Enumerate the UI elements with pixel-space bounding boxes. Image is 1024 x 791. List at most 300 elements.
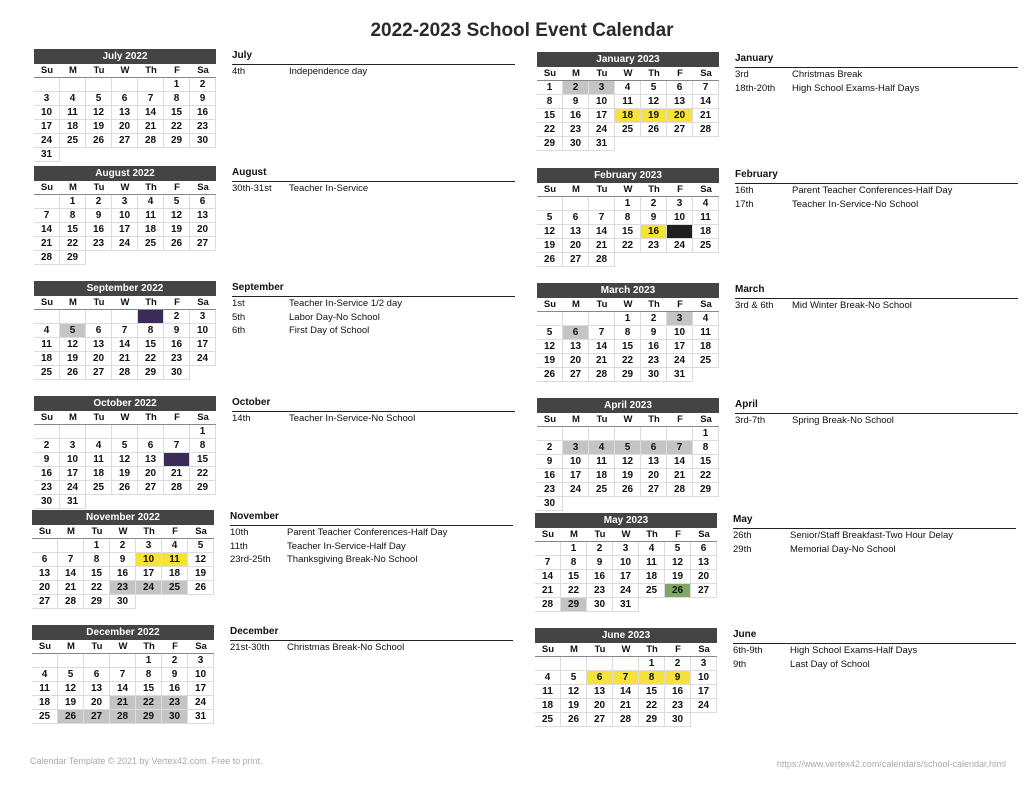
- weekday-header: Su: [537, 183, 563, 197]
- events-month-title: May: [733, 513, 1016, 529]
- day-cell: 17: [563, 469, 589, 483]
- day-cell: 7: [110, 668, 136, 682]
- day-cell: 27: [138, 481, 164, 495]
- empty-day-cell: [60, 78, 86, 92]
- event-date: 6th-9th: [733, 645, 763, 656]
- day-cell: 21: [164, 467, 190, 481]
- day-cell: 4: [589, 441, 615, 455]
- day-cell: 7: [138, 92, 164, 106]
- day-cell: 27: [86, 366, 112, 380]
- day-cell: 19: [641, 109, 667, 123]
- day-cell: 2: [665, 657, 691, 671]
- day-cell: 22: [60, 237, 86, 251]
- day-cell: 9: [34, 453, 60, 467]
- day-cell: 4: [693, 197, 719, 211]
- day-cell: 24: [691, 699, 717, 713]
- weekday-header: M: [561, 528, 587, 542]
- day-cell: 6: [86, 324, 112, 338]
- day-cell: 24: [589, 123, 615, 137]
- day-grid: [537, 67, 719, 151]
- weekday-header: Th: [641, 67, 667, 81]
- day-cell: 25: [86, 481, 112, 495]
- weekday-header: Sa: [188, 640, 214, 654]
- weekday-header: Su: [535, 528, 561, 542]
- events-month-title: November: [230, 510, 513, 526]
- day-cell: 12: [665, 556, 691, 570]
- events-list: [735, 398, 1018, 428]
- weekday-header: F: [162, 525, 188, 539]
- event-row: [733, 644, 1016, 658]
- month-header: December 2022: [32, 625, 214, 640]
- event-row: [733, 529, 1016, 543]
- day-cell: 1: [615, 312, 641, 326]
- events-month-title: August: [232, 166, 515, 182]
- day-cell: 10: [136, 553, 162, 567]
- day-cell: 9: [537, 455, 563, 469]
- day-cell: 18: [589, 469, 615, 483]
- day-cell: 24: [112, 237, 138, 251]
- events-list: [735, 52, 1018, 95]
- events-month-title: December: [230, 625, 513, 641]
- day-cell: 24: [613, 584, 639, 598]
- event-row: [735, 82, 1018, 96]
- day-cell: 23: [641, 354, 667, 368]
- day-cell: 9: [162, 668, 188, 682]
- weekday-header: Th: [641, 298, 667, 312]
- day-cell: 14: [589, 225, 615, 239]
- weekday-header: Th: [138, 64, 164, 78]
- day-cell: 17: [613, 570, 639, 584]
- event-row: [230, 641, 513, 655]
- empty-day-cell: [34, 425, 60, 439]
- day-cell: 16: [587, 570, 613, 584]
- day-cell: 3: [667, 197, 693, 211]
- day-cell: 17: [60, 467, 86, 481]
- day-cell: 10: [190, 324, 216, 338]
- day-cell: 27: [563, 253, 589, 267]
- day-cell: 20: [112, 120, 138, 134]
- day-cell: 27: [691, 584, 717, 598]
- day-cell: 6: [587, 671, 613, 685]
- day-cell: 18: [162, 567, 188, 581]
- day-cell: 26: [665, 584, 691, 598]
- day-cell: 5: [58, 668, 84, 682]
- weekday-header: W: [112, 64, 138, 78]
- empty-day-cell: [112, 310, 138, 324]
- weekday-header: Su: [34, 64, 60, 78]
- day-cell: 24: [190, 352, 216, 366]
- events-list: [733, 513, 1016, 556]
- event-description: Spring Break-No School: [792, 415, 894, 426]
- day-cell: 1: [84, 539, 110, 553]
- weekday-header: W: [615, 413, 641, 427]
- day-cell: 31: [667, 368, 693, 382]
- day-cell: 16: [162, 682, 188, 696]
- month-block: [34, 396, 514, 508]
- events-month-title: September: [232, 281, 515, 297]
- month-calendar: [537, 398, 719, 511]
- day-cell: 19: [537, 239, 563, 253]
- day-cell: 4: [639, 542, 665, 556]
- weekday-header: Tu: [86, 296, 112, 310]
- event-row: [230, 526, 513, 540]
- weekday-header: Tu: [86, 181, 112, 195]
- day-cell: 17: [188, 682, 214, 696]
- weekday-header: Sa: [693, 183, 719, 197]
- weekday-header: F: [665, 528, 691, 542]
- day-cell: 22: [136, 696, 162, 710]
- day-cell: 5: [561, 671, 587, 685]
- day-cell: 8: [561, 556, 587, 570]
- day-cell: 26: [537, 368, 563, 382]
- day-grid: [32, 640, 214, 724]
- day-cell: 20: [138, 467, 164, 481]
- day-cell: 5: [665, 542, 691, 556]
- day-cell: 3: [190, 310, 216, 324]
- day-cell: 2: [190, 78, 216, 92]
- day-cell: 22: [84, 581, 110, 595]
- day-cell: 28: [164, 481, 190, 495]
- month-calendar: [535, 513, 717, 612]
- day-cell: 22: [693, 469, 719, 483]
- day-cell: 31: [34, 148, 60, 162]
- weekday-header: Su: [537, 67, 563, 81]
- weekday-header: Th: [138, 181, 164, 195]
- day-cell: 19: [537, 354, 563, 368]
- day-cell: 1: [639, 657, 665, 671]
- weekday-header: W: [110, 640, 136, 654]
- weekday-header: W: [110, 525, 136, 539]
- empty-day-cell: [58, 654, 84, 668]
- day-cell: 2: [563, 81, 589, 95]
- day-cell: 27: [587, 713, 613, 727]
- day-cell: 11: [615, 95, 641, 109]
- events-list: [735, 168, 1018, 211]
- weekday-header: Sa: [188, 525, 214, 539]
- empty-day-cell: [615, 427, 641, 441]
- day-cell: 29: [136, 710, 162, 724]
- day-cell: 1: [561, 542, 587, 556]
- weekday-header: Su: [34, 181, 60, 195]
- day-cell: 10: [589, 95, 615, 109]
- day-cell: 5: [60, 324, 86, 338]
- month-calendar: [32, 625, 214, 724]
- day-cell: 6: [563, 211, 589, 225]
- month-header: April 2023: [537, 398, 719, 413]
- event-date: 29th: [733, 543, 752, 555]
- event-row: [735, 299, 1018, 313]
- day-cell: 29: [537, 137, 563, 151]
- day-cell: 11: [138, 209, 164, 223]
- day-cell: 27: [667, 123, 693, 137]
- weekday-header: F: [667, 298, 693, 312]
- event-description: Teacher In-Service 1/2 day: [289, 298, 403, 309]
- empty-day-cell: [112, 78, 138, 92]
- day-cell: 16: [641, 225, 667, 239]
- day-cell: 16: [641, 340, 667, 354]
- day-cell: 3: [34, 92, 60, 106]
- weekday-header: F: [665, 643, 691, 657]
- weekday-header: F: [164, 296, 190, 310]
- day-cell: 18: [693, 225, 719, 239]
- weekday-header: M: [60, 296, 86, 310]
- weekday-header: Th: [639, 528, 665, 542]
- day-cell: 5: [641, 81, 667, 95]
- day-cell: 19: [164, 223, 190, 237]
- day-cell: 25: [162, 581, 188, 595]
- day-cell: 12: [615, 455, 641, 469]
- day-cell: 13: [138, 453, 164, 467]
- day-cell: 23: [164, 352, 190, 366]
- weekday-header: Tu: [587, 643, 613, 657]
- weekday-header: Sa: [691, 528, 717, 542]
- day-cell: 25: [32, 710, 58, 724]
- day-cell: 9: [665, 671, 691, 685]
- month-block: [34, 49, 514, 161]
- day-cell: 13: [587, 685, 613, 699]
- day-cell: 26: [58, 710, 84, 724]
- event-description: Memorial Day-No School: [790, 543, 896, 555]
- empty-day-cell: [32, 654, 58, 668]
- day-cell: 4: [34, 324, 60, 338]
- day-cell: 20: [691, 570, 717, 584]
- weekday-header: F: [164, 181, 190, 195]
- day-cell: 22: [138, 352, 164, 366]
- day-cell: 16: [665, 685, 691, 699]
- weekday-header: Tu: [589, 298, 615, 312]
- day-cell: 19: [60, 352, 86, 366]
- empty-day-cell: [537, 197, 563, 211]
- day-cell: 12: [112, 453, 138, 467]
- event-date: 26th: [733, 530, 752, 541]
- event-date: 21st-30th: [230, 642, 270, 653]
- day-cell: 9: [110, 553, 136, 567]
- empty-day-cell: [164, 425, 190, 439]
- day-cell: 8: [136, 668, 162, 682]
- events-month-title: April: [735, 398, 1018, 414]
- event-description: Labor Day-No School: [289, 311, 380, 323]
- day-cell: 23: [34, 481, 60, 495]
- weekday-header: Su: [34, 411, 60, 425]
- day-cell: 12: [561, 685, 587, 699]
- day-cell: 18: [138, 223, 164, 237]
- day-cell: 16: [34, 467, 60, 481]
- weekday-header: Sa: [693, 413, 719, 427]
- day-cell: 29: [190, 481, 216, 495]
- day-cell: 23: [641, 239, 667, 253]
- day-cell: 28: [58, 595, 84, 609]
- weekday-header: Th: [138, 296, 164, 310]
- weekday-header: Tu: [84, 525, 110, 539]
- event-row: [733, 658, 1016, 672]
- day-cell: 12: [58, 682, 84, 696]
- day-cell: 30: [110, 595, 136, 609]
- day-cell: 6: [563, 326, 589, 340]
- day-cell: 20: [587, 699, 613, 713]
- day-cell: 15: [190, 453, 216, 467]
- day-cell: 15: [164, 106, 190, 120]
- day-grid: [32, 525, 214, 609]
- day-cell: 17: [136, 567, 162, 581]
- month-block: [32, 510, 512, 622]
- day-cell: 7: [112, 324, 138, 338]
- day-cell: 15: [693, 455, 719, 469]
- day-cell: 10: [563, 455, 589, 469]
- day-cell: 13: [563, 225, 589, 239]
- event-description: Mid Winter Break-No School: [792, 300, 912, 311]
- day-cell: 16: [563, 109, 589, 123]
- weekday-header: Sa: [190, 181, 216, 195]
- day-cell: 24: [60, 481, 86, 495]
- day-cell: 7: [58, 553, 84, 567]
- event-description: Senior/Staff Breakfast-Two Hour Delay: [790, 530, 953, 541]
- day-cell: 14: [535, 570, 561, 584]
- event-description: Teacher In-Service-No School: [289, 413, 416, 424]
- day-cell: 8: [693, 441, 719, 455]
- day-cell: 22: [615, 239, 641, 253]
- day-cell: 2: [537, 441, 563, 455]
- day-cell: 24: [34, 134, 60, 148]
- event-description: Last Day of School: [790, 658, 870, 670]
- month-calendar: [32, 510, 214, 609]
- empty-day-cell: [563, 197, 589, 211]
- day-cell: 4: [138, 195, 164, 209]
- day-cell: 1: [60, 195, 86, 209]
- weekday-header: F: [667, 413, 693, 427]
- page-title: 2022-2023 School Event Calendar: [370, 20, 674, 41]
- weekday-header: Th: [641, 413, 667, 427]
- empty-day-cell: [535, 542, 561, 556]
- weekday-header: F: [162, 640, 188, 654]
- events-month-title: January: [735, 52, 1018, 68]
- weekday-header: Tu: [84, 640, 110, 654]
- day-cell: 22: [164, 120, 190, 134]
- footer-url[interactable]: https://www.vertex42.com/calendars/school-calendar.html: [776, 759, 1006, 769]
- day-cell: 18: [32, 696, 58, 710]
- weekday-header: M: [58, 525, 84, 539]
- event-description: Teacher In-Service-Half Day: [287, 540, 406, 552]
- weekday-header: F: [667, 183, 693, 197]
- day-cell: 2: [164, 310, 190, 324]
- month-block: [34, 166, 514, 278]
- day-cell: 8: [639, 671, 665, 685]
- day-grid: [537, 183, 719, 267]
- weekday-header: Sa: [693, 298, 719, 312]
- weekday-header: Th: [138, 411, 164, 425]
- day-cell: 2: [110, 539, 136, 553]
- day-cell: 15: [615, 340, 641, 354]
- weekday-header: Th: [641, 183, 667, 197]
- day-cell: 30: [537, 497, 563, 511]
- day-cell: 16: [537, 469, 563, 483]
- day-cell: 4: [535, 671, 561, 685]
- weekday-header: Su: [537, 298, 563, 312]
- event-row: [232, 412, 515, 426]
- day-cell: 7: [613, 671, 639, 685]
- day-cell: 23: [537, 483, 563, 497]
- events-month-title: March: [735, 283, 1018, 299]
- day-cell: 19: [615, 469, 641, 483]
- events-list: [232, 396, 515, 426]
- day-cell: 18: [86, 467, 112, 481]
- day-cell: 17: [589, 109, 615, 123]
- day-cell: 20: [86, 352, 112, 366]
- day-cell: 7: [535, 556, 561, 570]
- day-cell: 7: [693, 81, 719, 95]
- day-grid: [537, 298, 719, 382]
- day-cell: 6: [138, 439, 164, 453]
- day-cell: 20: [563, 354, 589, 368]
- day-grid: [34, 411, 216, 509]
- day-cell: 4: [86, 439, 112, 453]
- weekday-header: M: [563, 298, 589, 312]
- day-cell: 22: [190, 467, 216, 481]
- weekday-header: Tu: [589, 413, 615, 427]
- day-cell: 7: [589, 326, 615, 340]
- empty-day-cell: [34, 78, 60, 92]
- day-cell: 19: [188, 567, 214, 581]
- day-cell: 1: [537, 81, 563, 95]
- empty-day-cell: [112, 425, 138, 439]
- event-date: 17th: [735, 198, 754, 210]
- day-cell: 22: [615, 354, 641, 368]
- day-cell: 21: [58, 581, 84, 595]
- events-month-title: July: [232, 49, 515, 65]
- events-list: [232, 281, 515, 338]
- day-cell: 26: [112, 481, 138, 495]
- day-cell: 10: [667, 326, 693, 340]
- weekday-header: F: [667, 67, 693, 81]
- day-cell: 2: [162, 654, 188, 668]
- empty-day-cell: [613, 657, 639, 671]
- day-cell: 9: [164, 324, 190, 338]
- events-month-title: October: [232, 396, 515, 412]
- day-cell: 15: [615, 225, 641, 239]
- weekday-header: W: [615, 298, 641, 312]
- day-cell: 12: [537, 340, 563, 354]
- day-cell: 19: [561, 699, 587, 713]
- day-cell: 28: [112, 366, 138, 380]
- day-cell: 30: [641, 368, 667, 382]
- day-cell: 30: [162, 710, 188, 724]
- empty-day-cell: [535, 657, 561, 671]
- day-cell: 14: [613, 685, 639, 699]
- day-cell: 12: [188, 553, 214, 567]
- day-cell: 7: [34, 209, 60, 223]
- day-cell: 3: [136, 539, 162, 553]
- empty-day-cell: [34, 195, 60, 209]
- day-cell: 15: [639, 685, 665, 699]
- day-cell: 25: [615, 123, 641, 137]
- day-cell: 18: [34, 352, 60, 366]
- event-row: [232, 182, 515, 196]
- event-description: Teacher In-Service: [289, 183, 369, 194]
- day-cell: 7: [589, 211, 615, 225]
- day-cell: 21: [613, 699, 639, 713]
- events-list: [733, 628, 1016, 671]
- month-header: May 2023: [535, 513, 717, 528]
- month-header: June 2023: [535, 628, 717, 643]
- weekday-header: Tu: [587, 528, 613, 542]
- event-row: [232, 65, 515, 79]
- event-description: Christmas Break-No School: [287, 642, 405, 653]
- empty-day-cell: [589, 197, 615, 211]
- events-list: [735, 283, 1018, 313]
- day-cell: 25: [589, 483, 615, 497]
- day-cell: 29: [561, 598, 587, 612]
- day-cell: 25: [138, 237, 164, 251]
- event-date: 10th: [230, 527, 249, 538]
